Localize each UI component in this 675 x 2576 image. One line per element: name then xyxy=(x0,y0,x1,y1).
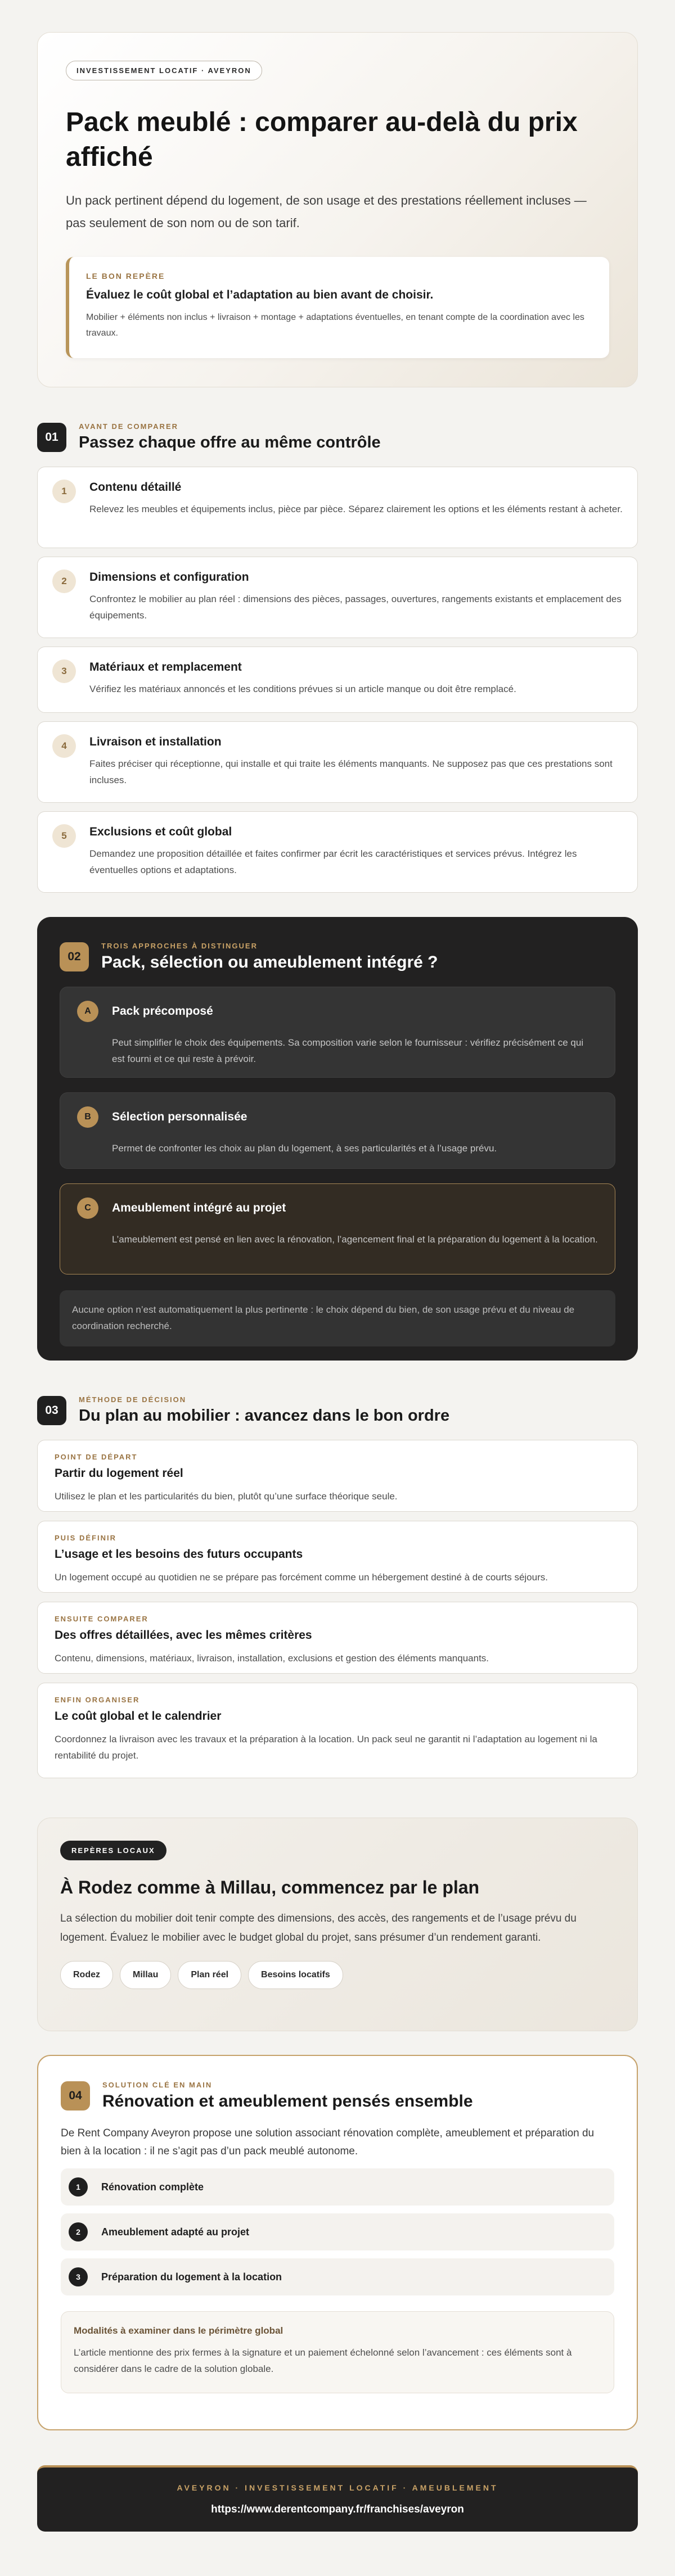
footer xyxy=(37,2465,638,2532)
approach-title: Sélection personnalisée xyxy=(112,1110,248,1123)
step-number: 2 xyxy=(52,570,76,593)
step-text: Un logement occupé au quotidien ne se prépare pas forcément comme un hébergement destiné à de courts séjours. xyxy=(55,1572,548,1583)
page-title: Pack meublé : comparer au-delà du prix affiché xyxy=(66,107,578,172)
row-label: Préparation du logement à la location xyxy=(101,2271,282,2283)
approach-card-highlighted xyxy=(60,1183,615,1275)
approach-note: Aucune option n’est automatiquement la plus pertinente : le choix dépend du bien, de son usage prévu et du niveau de coordination recherché. xyxy=(60,1290,615,1346)
hero-lead: Un pack pertinent dépend du logement, de son usage et des prestations réellement incluses — pas seulement de son nom ou de son tarif. xyxy=(66,193,587,230)
section-number-badge: 03 xyxy=(37,1396,66,1425)
solution-intro: De Rent Company Aveyron propose une solution associant rénovation complète, ameublement et préparation du bien à la location : il ne s’agit pas d’un pack meublé autonome. xyxy=(61,2127,595,2157)
approach-letter: C xyxy=(77,1197,98,1219)
local-title: À Rodez comme à Millau, commencez par le plan xyxy=(60,1877,480,1897)
checklist-item xyxy=(37,647,638,713)
footer-url-link[interactable]: https://www.derentcompany.fr/franchises/aveyron xyxy=(211,2503,464,2515)
approach-letter: A xyxy=(77,1001,98,1022)
section-title: Rénovation et ameublement pensés ensemble xyxy=(102,2092,473,2110)
tag-besoins-locatifs: Besoins locatifs xyxy=(248,1961,343,1989)
local-text: La sélection du mobilier doit tenir compte des dimensions, des accès, des rangements et de l’usage prévu du logement. Évaluez le mobilier avec le budget global du projet, sans présumer d’un rendement garanti. xyxy=(60,1913,577,1944)
section-number-badge: 04 xyxy=(61,2081,90,2110)
checklist-item-text: Vérifiez les matériaux annoncés et les conditions prévues si un article manque ou doit être remplacé. xyxy=(89,684,516,694)
section-number-badge: 01 xyxy=(37,423,66,452)
key-callout xyxy=(66,257,609,358)
section-number-badge: 02 xyxy=(60,942,89,971)
section-title: Du plan au mobilier : avancez dans le bon ordre xyxy=(79,1407,450,1425)
method-steps xyxy=(37,1440,638,1778)
step-text: Utilisez le plan et les particularités du bien, plutôt qu’une surface théorique seule. xyxy=(55,1491,398,1502)
step-number: 1 xyxy=(52,480,76,503)
footer-kicker: AVEYRON · INVESTISSEMENT LOCATIF · AMEUBLEMENT xyxy=(177,2483,498,2492)
tag-millau: Millau xyxy=(120,1961,171,1989)
row-number: 2 xyxy=(69,2222,88,2241)
local-pill: REPÈRES LOCAUX xyxy=(60,1841,166,1860)
section-kicker: SOLUTION CLÉ EN MAIN xyxy=(102,2081,213,2089)
category-pill: INVESTISSEMENT LOCATIF · AVEYRON xyxy=(66,61,262,80)
callout-title: Évaluez le coût global et l’adaptation au bien avant de choisir. xyxy=(86,288,434,301)
section-kicker: MÉTHODE DE DÉCISION xyxy=(79,1395,187,1404)
checklist-item-text: Faites préciser qui réceptionne, qui installe et qui traite les éléments manquants. Ne supposez pas que ces prestations sont incluses. xyxy=(89,758,613,785)
step-kicker: PUIS DÉFINIR xyxy=(55,1534,116,1542)
solution-row xyxy=(61,2168,614,2206)
step-number: 4 xyxy=(52,734,76,758)
terms-text: L’article mentionne des prix fermes à la signature et un paiement échelonné selon l’avancement : ces éléments sont à considérer dans le cadre de la solution globale. xyxy=(74,2347,572,2374)
approach-title: Pack précomposé xyxy=(112,1005,213,1018)
approach-text: L’ameublement est pensé en lien avec la rénovation, l’agencement final et la préparation du logement à la location. xyxy=(112,1234,598,1245)
checklist-item xyxy=(37,557,638,638)
approach-title: Ameublement intégré au projet xyxy=(112,1201,286,1214)
row-number: 3 xyxy=(69,2267,88,2286)
solution-row xyxy=(61,2258,614,2295)
step-kicker: ENSUITE COMPARER xyxy=(55,1615,148,1623)
row-label: Ameublement adapté au projet xyxy=(101,2226,250,2238)
checklist-item-title: Dimensions et configuration xyxy=(89,571,249,584)
approaches-section xyxy=(37,917,638,1361)
tag-rodez: Rodez xyxy=(60,1961,113,1989)
method-step xyxy=(37,1602,638,1674)
solution-row xyxy=(61,2213,614,2250)
section-kicker: AVANT DE COMPARER xyxy=(79,422,178,431)
step-kicker: ENFIN ORGANISER xyxy=(55,1696,140,1704)
method-step xyxy=(37,1521,638,1593)
checklist xyxy=(37,467,638,893)
tag-plan-reel: Plan réel xyxy=(178,1961,241,1989)
approach-text: Peut simplifier le choix des équipements. Sa composition varie selon le fournisseur : vérifiez précisément ce qui est fourni et ce qui reste à prévoir. xyxy=(112,1037,584,1064)
method-step xyxy=(37,1683,638,1778)
approach-text: Permet de confronter les choix au plan du logement, à ses particularités et à l’usage prévu. xyxy=(112,1143,497,1154)
step-text: Contenu, dimensions, matériaux, livraison, installation, exclusions et gestion des éléments manquants. xyxy=(55,1653,489,1664)
checklist-item xyxy=(37,721,638,803)
section-3-header xyxy=(37,1395,638,1425)
section-title: Passez chaque offre au même contrôle xyxy=(79,433,381,451)
step-number: 5 xyxy=(52,824,76,848)
checklist-item-text: Demandez une proposition détaillée et faites confirmer par écrit les caractéristiques et services prévus. Intégrez les éventuelles options et adaptations. xyxy=(89,848,577,875)
approach-letter: B xyxy=(77,1106,98,1128)
step-title: L’usage et les besoins des futurs occupants xyxy=(55,1548,303,1561)
approach-card xyxy=(60,1092,615,1169)
step-kicker: POINT DE DÉPART xyxy=(55,1453,138,1461)
local-tags xyxy=(60,1961,615,1989)
step-title: Des offres détaillées, avec les mêmes critères xyxy=(55,1629,312,1642)
row-label: Rénovation complète xyxy=(101,2181,204,2193)
checklist-item-text: Confrontez le mobilier au plan réel : dimensions des pièces, passages, ouvertures, rangements existants et emplacement des équipements. xyxy=(89,594,622,621)
terms-title: Modalités à examiner dans le périmètre global xyxy=(74,2325,284,2336)
solution-section xyxy=(37,2055,638,2430)
step-title: Partir du logement réel xyxy=(55,1467,183,1480)
step-number: 3 xyxy=(52,659,76,683)
section-title: Pack, sélection ou ameublement intégré ? xyxy=(101,953,438,971)
row-number: 1 xyxy=(69,2177,88,2197)
checklist-item-title: Livraison et installation xyxy=(89,735,222,748)
local-section xyxy=(37,1818,638,2031)
section-kicker: TROIS APPROCHES À DISTINGUER xyxy=(101,942,258,950)
checklist-item xyxy=(37,467,638,548)
step-text: Coordonnez la livraison avec les travaux et la préparation à la location. Un pack seul ne garantit ni l’adaptation au logement ni la rentabilité du projet. xyxy=(55,1734,597,1761)
section-1-header xyxy=(37,422,638,452)
checklist-item-title: Matériaux et remplacement xyxy=(89,661,242,674)
checklist-item-title: Exclusions et coût global xyxy=(89,825,232,838)
terms-box xyxy=(61,2311,614,2393)
checklist-item-text: Relevez les meubles et équipements inclus, pièce par pièce. Séparez clairement les options et les éléments restant à acheter. xyxy=(89,504,623,514)
method-step xyxy=(37,1440,638,1512)
step-title: Le coût global et le calendrier xyxy=(55,1710,222,1723)
checklist-item xyxy=(37,811,638,893)
hero-section xyxy=(37,32,638,387)
checklist-item-title: Contenu détaillé xyxy=(89,481,182,494)
callout-kicker: LE BON REPÈRE xyxy=(86,272,165,281)
approach-card xyxy=(60,987,615,1078)
callout-text: Mobilier + éléments non inclus + livraison + montage + adaptations éventuelles, en tenant compte de la coordination avec les travaux. xyxy=(86,313,584,338)
